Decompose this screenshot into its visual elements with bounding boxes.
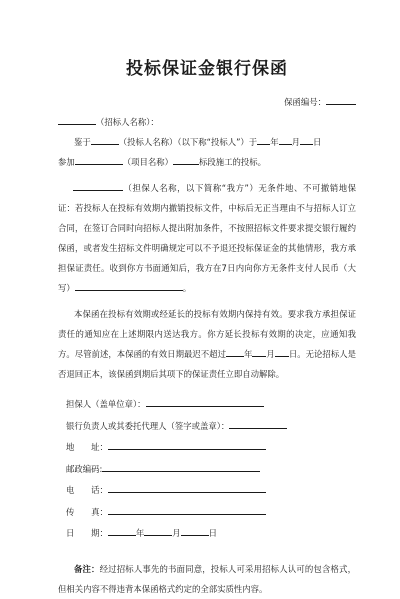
commitment-lead: （担保人名称，以下简称“我方”）无条件地、不可撤销 <box>123 183 339 193</box>
validity-paragraph <box>58 304 356 384</box>
intro-line-1 <box>58 132 356 152</box>
sign-month-blank[interactable] <box>144 524 172 536</box>
intro-text: 鉴于 <box>73 137 91 147</box>
expiry-day-blank[interactable] <box>275 345 289 357</box>
year-label: 年 <box>270 137 279 147</box>
postcode-line <box>58 459 356 481</box>
sign-year-blank[interactable] <box>108 524 136 536</box>
month-label: 月 <box>172 528 181 538</box>
guarantee-number <box>58 92 356 112</box>
guarantee-number-blank[interactable] <box>326 93 356 105</box>
month-blank[interactable] <box>279 133 292 145</box>
phone-label: 电 话： <box>66 485 108 495</box>
tenderee-name-blank[interactable] <box>58 113 96 125</box>
addressee-text: （招标人名称）： <box>96 117 159 127</box>
date-line <box>58 523 356 545</box>
expiry-month-blank[interactable] <box>252 345 266 357</box>
signature-block <box>58 394 356 545</box>
spacer <box>58 384 356 394</box>
expiry-year-blank[interactable] <box>226 345 244 357</box>
commitment-paragraph <box>58 178 356 298</box>
bank-rep-line <box>58 416 356 438</box>
note-text: 经过招标人事先的书面同意，投标人可采用招标人认可的包含格式，但相关内容不得违背本保函格式约定的全部实质性内容。 <box>58 563 357 594</box>
guarantor-name-blank[interactable] <box>73 179 123 191</box>
year-blank[interactable] <box>257 133 270 145</box>
day-label: 日 <box>312 137 322 147</box>
commitment-end: 。 <box>182 283 192 293</box>
address-blank[interactable] <box>108 438 266 450</box>
guarantor-label: 担保人（盖单位章）： <box>66 399 146 409</box>
year-label: 年 <box>243 349 253 359</box>
month-label: 月 <box>291 137 300 147</box>
month-label: 月 <box>266 349 275 359</box>
spacer <box>58 545 356 559</box>
fax-label: 传 真： <box>66 506 108 517</box>
postcode-blank[interactable] <box>102 460 260 472</box>
address-line <box>58 437 356 459</box>
intro-line-2 <box>58 152 356 172</box>
bank-rep-label: 银行负责人或其委托代理人（签字或盖章）： <box>66 420 230 431</box>
commitment-body: 地保证：若投标人在投标有效期内撤销投标文件，中标后无正当理由不与招标人订立合同，在签订合同时向招标人提出附加条件，不按照招标文件要求提交银行履约保函，或者发生招标文件明确规定可以不予退还投标保证金的其他情形，我方承担保证责任。收到你方书面通知后，我方在7日内向你方无条件支付人民币（大写） <box>58 183 356 293</box>
intro-text: 标段施工的投标。 <box>199 157 266 167</box>
fax-blank[interactable] <box>108 503 266 515</box>
spacer <box>58 80 356 92</box>
date-label: 日 期： <box>66 528 108 538</box>
project-name-blank[interactable] <box>75 153 123 165</box>
bank-rep-blank[interactable] <box>229 417 287 429</box>
year-label: 年 <box>135 528 145 538</box>
address-label: 地 址： <box>66 442 108 452</box>
intro-text: 参加 <box>58 157 75 167</box>
day-label: 日 <box>208 528 217 538</box>
phone-line <box>58 480 356 502</box>
intro-text: （投标人名称）（以下称“投标人”）于 <box>118 137 258 147</box>
guarantee-number-label: 保函编号： <box>284 97 326 107</box>
guarantor-seal-blank[interactable] <box>146 395 264 407</box>
day-blank[interactable] <box>300 133 313 145</box>
guarantor-line <box>58 394 356 416</box>
postcode-label: 邮政编码: <box>66 463 103 474</box>
document-title: 投标保证金银行保函 <box>126 59 288 79</box>
fax-line <box>58 502 356 524</box>
note-label: 备注： <box>73 563 100 574</box>
addressee-line <box>58 112 356 132</box>
amount-blank[interactable] <box>75 279 183 291</box>
intro-text: （项目名称） <box>122 157 173 167</box>
validity-text: 本保函在投标有效期或经延长的投标有效期内保持有效。要求我方承担保证责任的通知应在上述期限内送达我方。你方延长投标有效期的决定，应通知我方。尽管前述，本保函的有效日期最迟不超过 <box>58 309 356 359</box>
bidder-name-blank[interactable] <box>91 133 119 145</box>
section-blank[interactable] <box>173 153 199 165</box>
phone-blank[interactable] <box>108 481 266 493</box>
validity-tail: 日。无论招标人是否退回正本，该保函到期后其项下的保证责任立即自动解除。 <box>58 349 356 379</box>
sign-day-blank[interactable] <box>181 524 209 536</box>
